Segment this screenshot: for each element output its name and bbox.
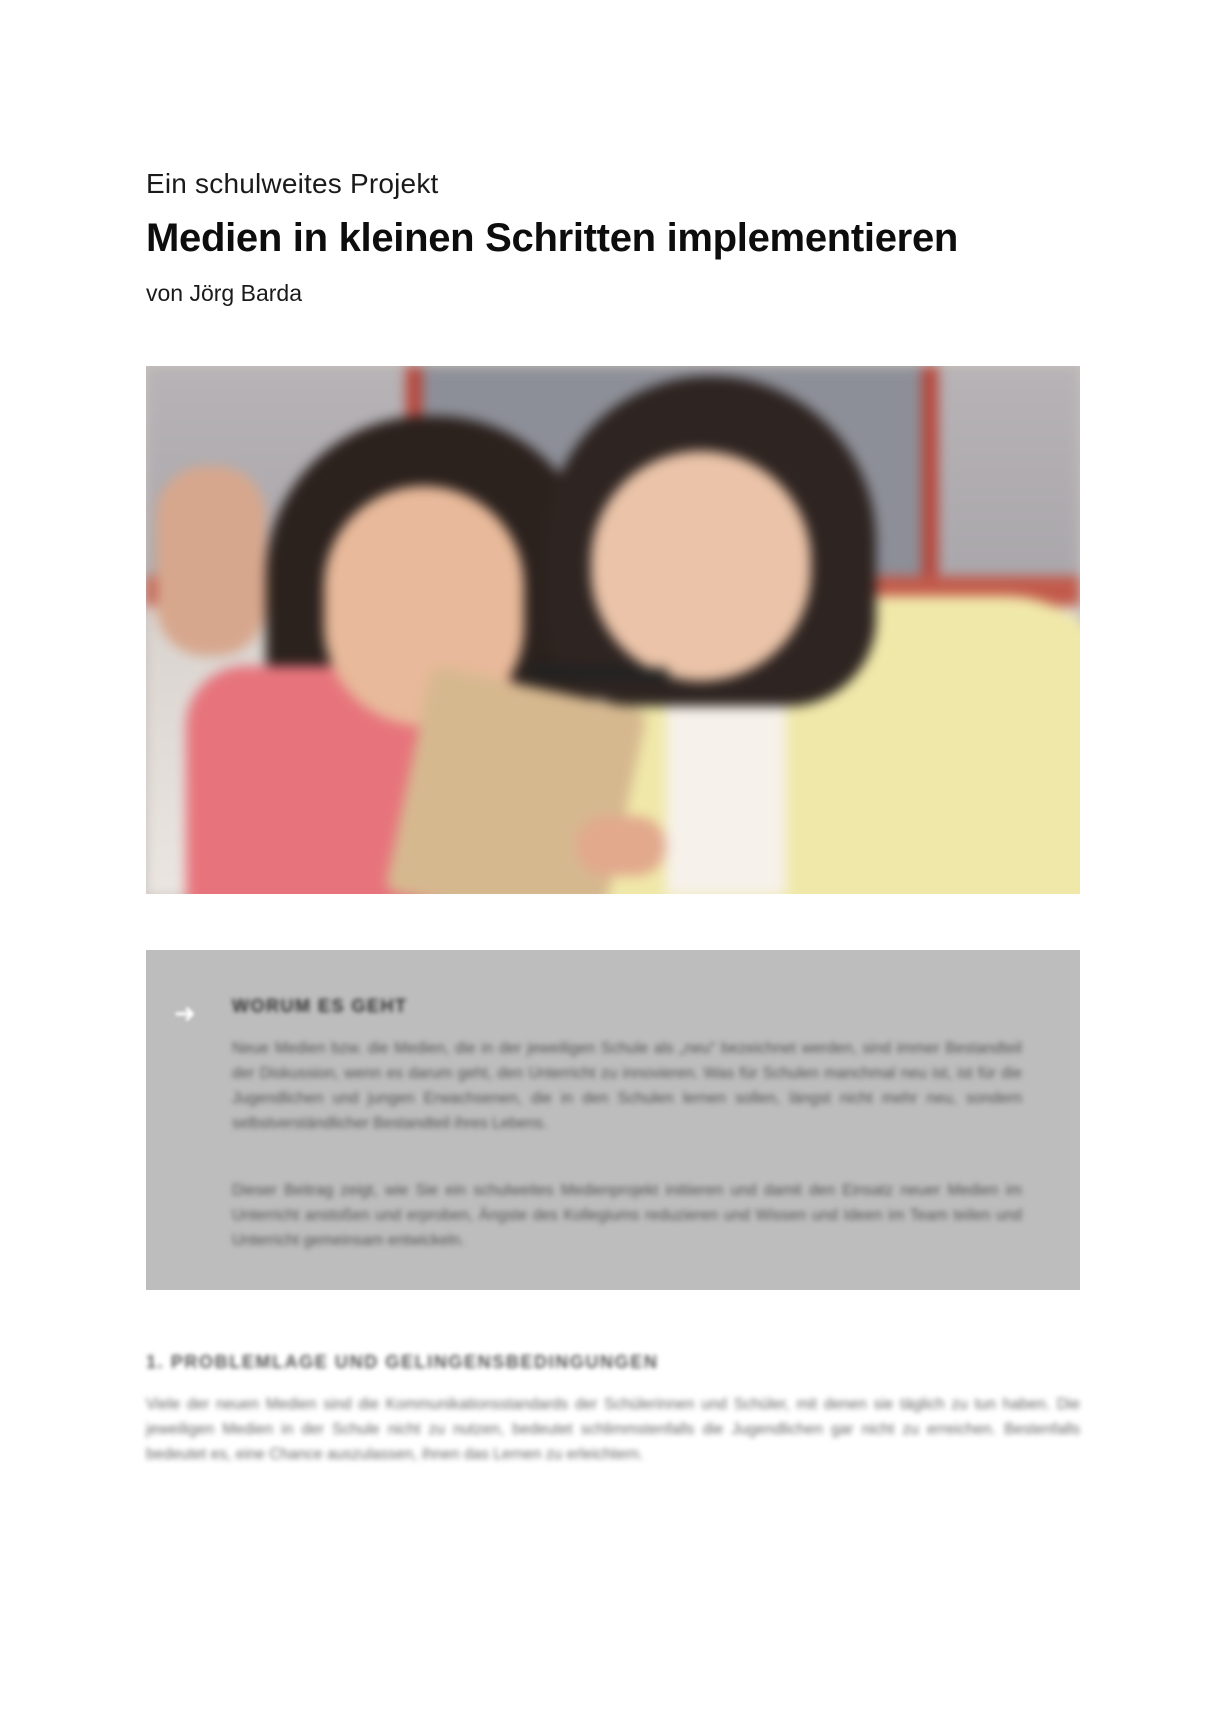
document-author: von Jörg Barda [146,280,302,306]
arrow-right-icon: ➜ [174,998,196,1028]
summary-box [146,950,1080,1290]
document-kicker: Ein schulweites Projekt [146,168,439,199]
hero-photo [146,366,1080,894]
summary-heading: WORUM ES GEHT [232,996,408,1016]
document-title: Medien in kleinen Schritten implementieren [146,216,959,260]
hero-photo-scene [146,366,1080,894]
section-body-text: Viele der neuen Medien sind die Kommunikationsstandards der Schülerinnen und Schüler, mit denen sie täglich zu tun haben. Die jeweiligen Medien in der Schule nicht zu nutzen, bedeutet schlimmstenfalls die Jugendlichen gar nicht zu erreichen. Bestenfalls bedeutet es, eine Chance auszulassen, ihnen das Lernen zu erleichtern. [146,1396,1080,1463]
summary-paragraph-2: Dieser Beitrag zeigt, wie Sie ein schulweites Medienprojekt initiieren und damit den Einsatz neuer Medien im Unterricht anstoßen und erproben, Ängste des Kollegiums reduzieren und Wissen und Ideen im Team teilen und Unterricht gemeinsam entwickeln. [232,1182,1022,1249]
section-heading: 1. PROBLEMLAGE UND GELINGENSBEDINGUNGEN [146,1352,659,1372]
summary-paragraph-1: Neue Medien bzw. die Medien, die in der jeweiligen Schule als „neu“ bezeichnet werden, sind immer Bestandteil der Diskussion, wenn es darum geht, den Unterricht zu innovieren. Was für Schulen manchmal neu ist, ist für die Jugendlichen und jungen Erwachsenen, die in den Schulen lernen sollen, längst nicht mehr neu, sondern selbstverständlicher Bestandteil ihres Lebens. [232,1040,1022,1132]
